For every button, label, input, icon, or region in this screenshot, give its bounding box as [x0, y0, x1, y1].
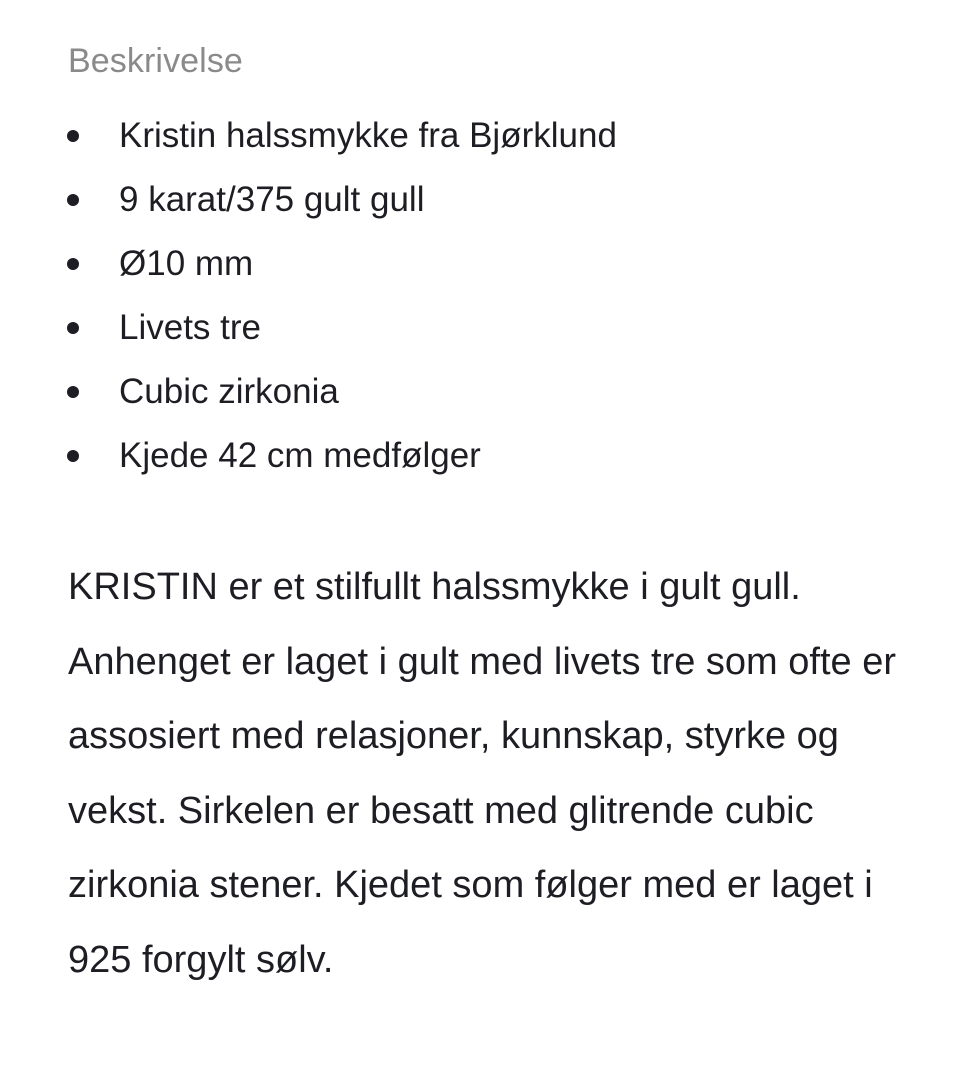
bullet-icon: [67, 322, 79, 334]
bullet-icon: [67, 386, 79, 398]
section-heading: Beskrivelse: [68, 42, 243, 80]
bullet-icon: [67, 450, 79, 462]
description-paragraph: KRISTIN er et stilfullt halssmykke i gult gull. Anhenget er laget i gult med livets tre som ofte er assosiert med relasjoner, kunnskap, styrke og vekst. Sirkelen er besatt med glitrende cubic zirkonia stener. Kjedet som følger med er laget i 925 forgylt sølv.: [68, 566, 896, 981]
feature-text: Kristin halssmykke fra Bjørklund: [119, 116, 617, 155]
bullet-icon: [67, 258, 79, 270]
bullet-icon: [67, 130, 79, 142]
feature-text: Ø10 mm: [119, 244, 254, 283]
bullet-icon: [67, 194, 79, 206]
feature-text: Livets tre: [119, 308, 261, 347]
feature-text: 9 karat/375 gult gull: [119, 180, 425, 219]
feature-text: Cubic zirkonia: [119, 372, 339, 411]
feature-text: Kjede 42 cm medfølger: [119, 436, 481, 475]
